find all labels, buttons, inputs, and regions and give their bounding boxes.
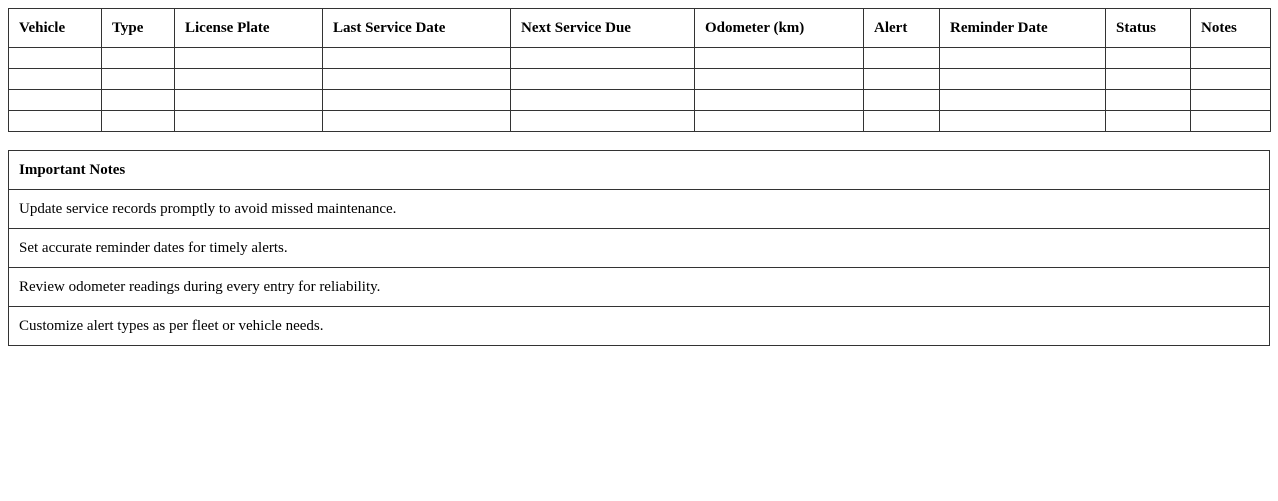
note-item: Review odometer readings during every entry for reliability.: [9, 268, 1270, 307]
note-item: Set accurate reminder dates for timely alerts.: [9, 229, 1270, 268]
note-row: [9, 190, 1270, 229]
table-row: [9, 90, 1271, 111]
column-header-alert: Alert: [864, 9, 940, 48]
table-cell[interactable]: [864, 69, 940, 90]
table-cell[interactable]: [1191, 111, 1271, 132]
table-cell[interactable]: [9, 90, 102, 111]
table-cell[interactable]: [323, 69, 511, 90]
note-item: Update service records promptly to avoid missed maintenance.: [9, 190, 1270, 229]
table-cell[interactable]: [695, 111, 864, 132]
table-cell[interactable]: [175, 48, 323, 69]
table-cell[interactable]: [323, 90, 511, 111]
table-cell[interactable]: [511, 69, 695, 90]
table-cell[interactable]: [695, 48, 864, 69]
table-cell[interactable]: [175, 111, 323, 132]
table-cell[interactable]: [511, 48, 695, 69]
table-header-row: [9, 9, 1271, 48]
table-cell[interactable]: [102, 48, 175, 69]
column-header-last-service-date: Last Service Date: [323, 9, 511, 48]
column-header-next-service-due: Next Service Due: [511, 9, 695, 48]
table-cell[interactable]: [175, 69, 323, 90]
column-header-notes: Notes: [1191, 9, 1271, 48]
table-cell[interactable]: [1106, 69, 1191, 90]
column-header-vehicle: Vehicle: [9, 9, 102, 48]
table-cell[interactable]: [695, 90, 864, 111]
column-header-status: Status: [1106, 9, 1191, 48]
table-cell[interactable]: [1106, 111, 1191, 132]
table-cell[interactable]: [9, 111, 102, 132]
note-row: [9, 307, 1270, 346]
table-cell[interactable]: [9, 69, 102, 90]
column-header-odometer: Odometer (km): [695, 9, 864, 48]
table-cell[interactable]: [864, 48, 940, 69]
column-header-license-plate: License Plate: [175, 9, 323, 48]
table-cell[interactable]: [940, 69, 1106, 90]
service-schedule-table: [8, 8, 1271, 132]
table-cell[interactable]: [864, 111, 940, 132]
table-cell[interactable]: [511, 111, 695, 132]
table-cell[interactable]: [1106, 48, 1191, 69]
table-cell[interactable]: [175, 90, 323, 111]
important-notes-table: [8, 150, 1270, 346]
table-row: [9, 111, 1271, 132]
table-cell[interactable]: [1191, 90, 1271, 111]
table-cell[interactable]: [940, 90, 1106, 111]
table-cell[interactable]: [1106, 90, 1191, 111]
table-cell[interactable]: [1191, 48, 1271, 69]
table-cell[interactable]: [940, 48, 1106, 69]
table-cell[interactable]: [323, 111, 511, 132]
column-header-type: Type: [102, 9, 175, 48]
table-cell[interactable]: [864, 90, 940, 111]
column-header-reminder-date: Reminder Date: [940, 9, 1106, 48]
table-cell[interactable]: [102, 90, 175, 111]
table-row: [9, 69, 1271, 90]
table-cell[interactable]: [9, 48, 102, 69]
table-cell[interactable]: [323, 48, 511, 69]
notes-heading-row: [9, 151, 1270, 190]
table-cell[interactable]: [102, 69, 175, 90]
note-item: Customize alert types as per fleet or vehicle needs.: [9, 307, 1270, 346]
table-cell[interactable]: [940, 111, 1106, 132]
table-cell[interactable]: [695, 69, 864, 90]
note-row: [9, 229, 1270, 268]
table-cell[interactable]: [102, 111, 175, 132]
table-row: [9, 48, 1271, 69]
table-cell[interactable]: [1191, 69, 1271, 90]
note-row: [9, 268, 1270, 307]
notes-heading: Important Notes: [9, 151, 1270, 190]
table-cell[interactable]: [511, 90, 695, 111]
table-body: [9, 48, 1271, 132]
